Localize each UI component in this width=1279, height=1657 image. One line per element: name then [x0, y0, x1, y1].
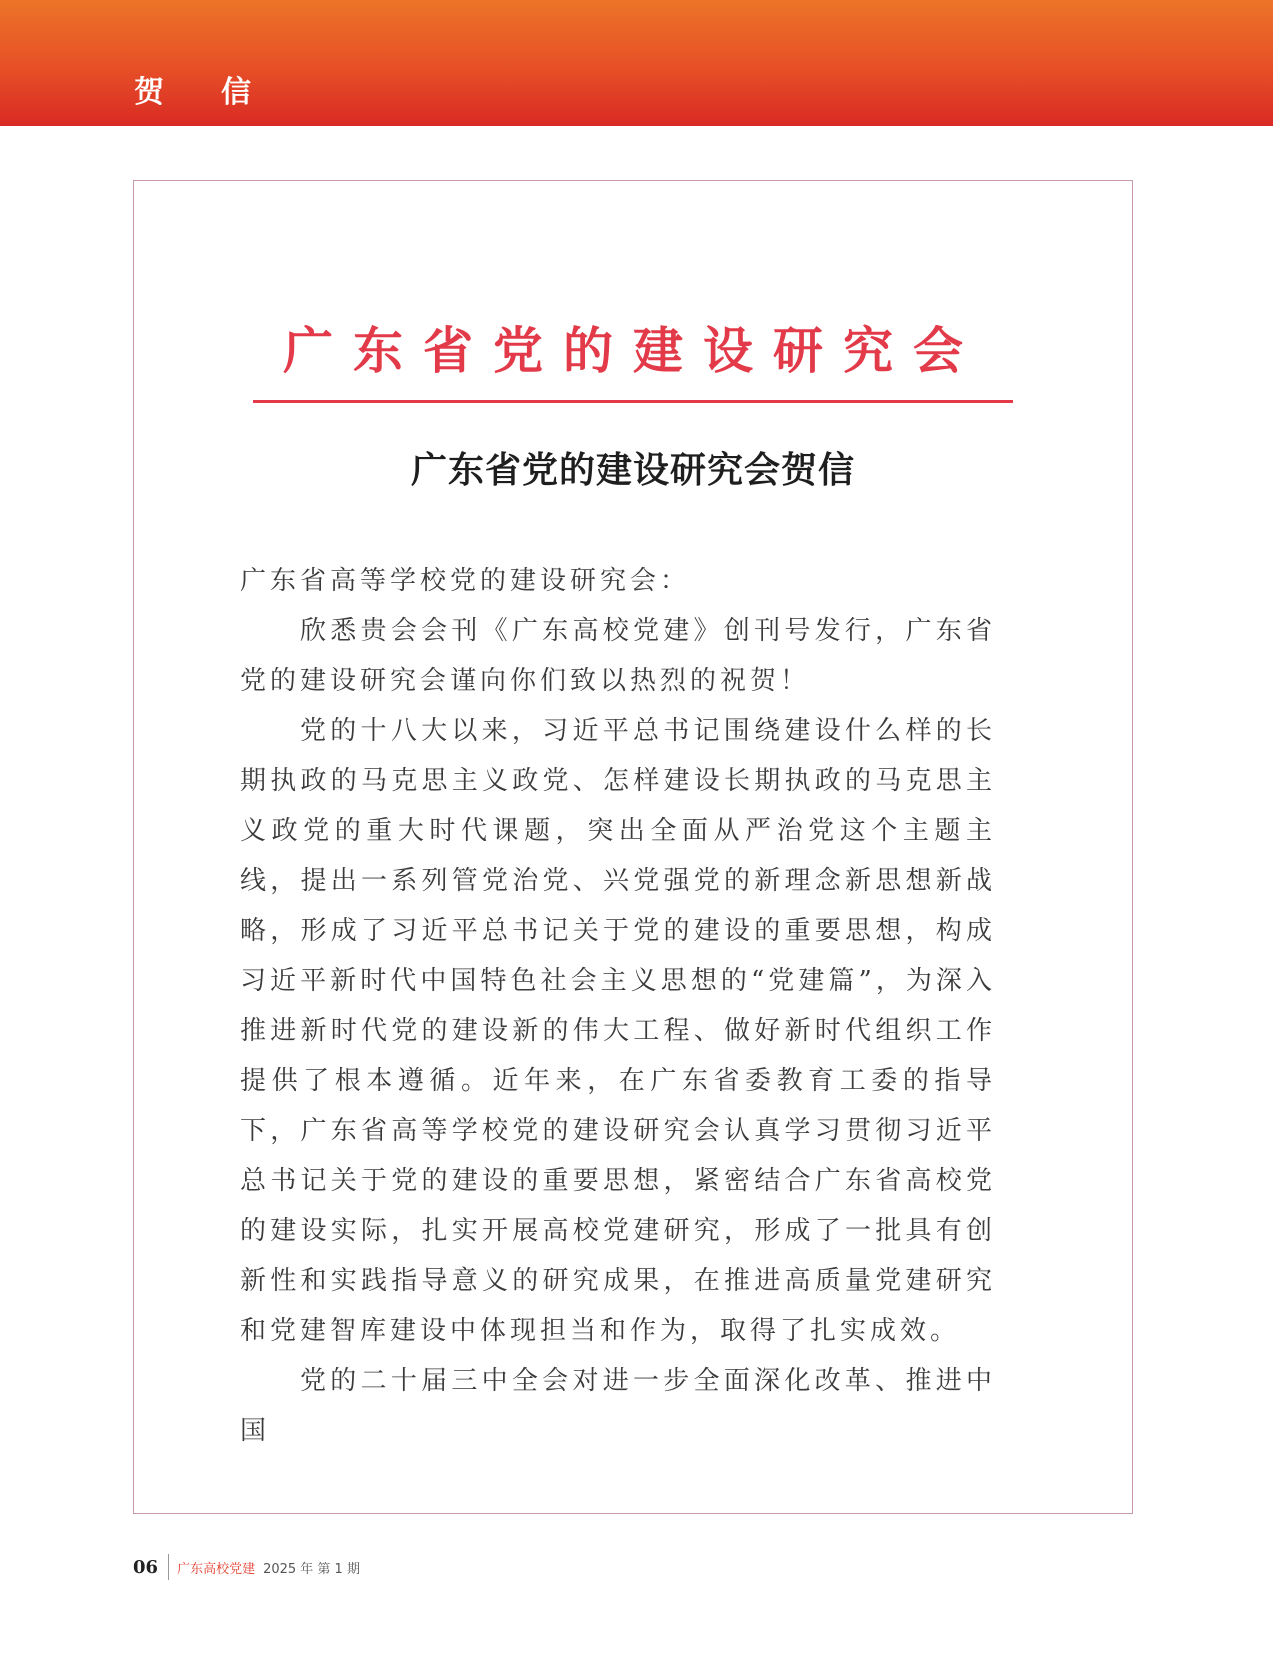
section-title: 贺信 [134, 75, 308, 110]
letter-paragraph: 党的十八大以来，习近平总书记围绕建设什么样的长期执政的马克思主义政党、怎样建设长期执政的马克思主义政党的重大时代课题，突出全面从严治党这个主题主线，提出一系列管党治党、兴党强党的新理念新思想新战略，形成了习近平总书记关于党的建设的重要思想，构成习近平新时代中国特色社会主义思想的“党建篇”，为深入推进新时代党的建设新的伟大工程、做好新时代组织工作提供了根本遵循。近年来，在广东省委教育工委的指导下，广东省高等学校党的建设研究会认真学习贯彻习近平总书记关于党的建设的重要思想，紧密结合广东省高校党的建设实际，扎实开展高校党建研究，形成了一批具有创新性和实践指导意义的研究成果，在推进高质量党建研究和党建智库建设中体现担当和作为，取得了扎实成效。 [240, 716, 996, 1346]
letterhead-rule [253, 400, 1013, 403]
letter-paragraph: 党的二十届三中全会对进一步全面深化改革、推进中国 [240, 1366, 996, 1446]
page-number: 06 [133, 1556, 159, 1578]
letterhead: 广东省党的建设研究会 [283, 321, 983, 380]
letter-body [240, 556, 996, 1456]
issue-label: 2025 年 第 1 期 [263, 1561, 360, 1577]
letter-salutation: 广东省高等学校党的建设研究会： [240, 566, 691, 596]
letter-paragraph: 欣悉贵会会刊《广东高校党建》创刊号发行，广东省党的建设研究会谨向你们致以热烈的祝贺！ [240, 616, 996, 696]
letter-title: 广东省党的建设研究会贺信 [410, 449, 855, 491]
page-footer [133, 1553, 360, 1581]
journal-name: 广东高校党建 [177, 1561, 256, 1577]
footer-divider [168, 1554, 169, 1580]
